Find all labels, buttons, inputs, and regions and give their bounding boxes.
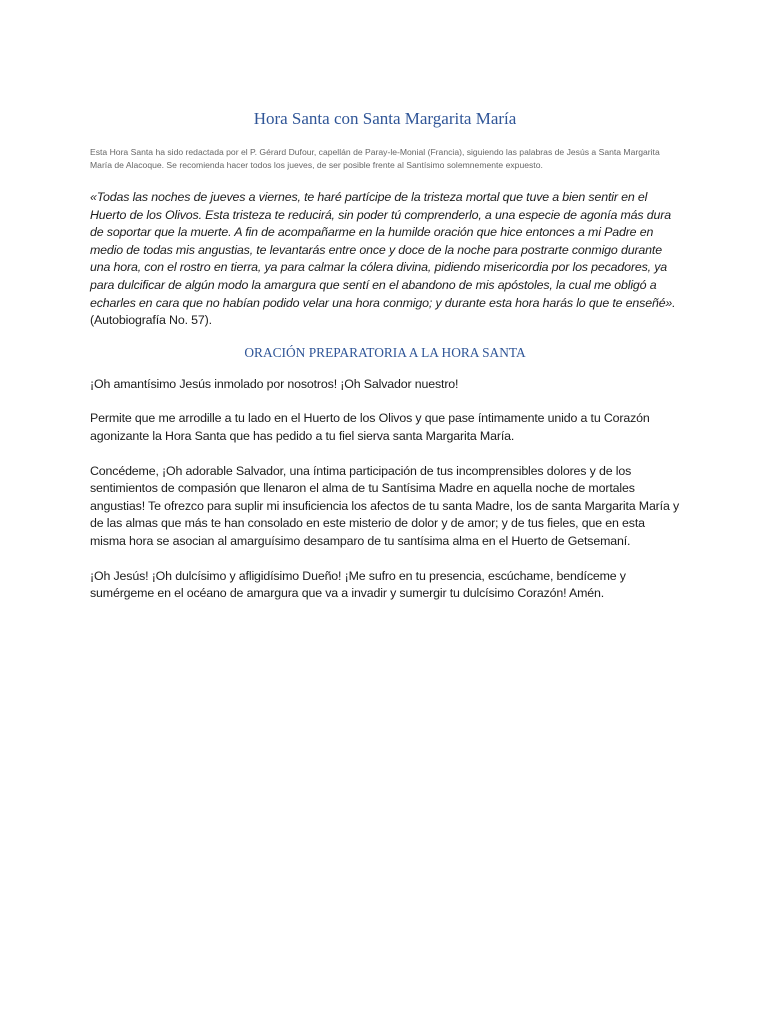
prayer-paragraph: Permite que me arrodille a tu lado en el Huerto de los Olivos y que pase íntimamente unido a tu Corazón agonizante la Hora Santa que has pedido a tu fiel sierva santa Margarita María. [90,411,650,443]
prayer-paragraph: ¡Oh Jesús! ¡Oh dulcísimo y afligidísimo Dueño! ¡Me sufro en tu presencia, escúchame, bendíceme y sumérgeme en el océano de amargura que va a invadir y sumergir tu dulcísimo Corazón! Amén. [90,568,626,601]
intro-paragraph: Esta Hora Santa ha sido redactada por el P. Gérard Dufour, capellán de Paray-le-Monial (Francia), siguiendo las palabras de Jesús a Santa Margarita María de Alacoque. Se recomienda hacer todos los jueves, de ser posible frente al Santísimo solemnemente expuesto. [90,147,660,170]
section-heading: ORACIÓN PREPARATORIA A LA HORA SANTA [244,344,526,360]
quote-paragraph [90,189,680,330]
document-title: Hora Santa con Santa Margarita María [253,109,517,128]
prayer-paragraph: Concédeme, ¡Oh adorable Salvador, una íntima participación de tus incomprensibles dolores y de los sentimientos de compasión que llenaron el alma de tu Santísima Madre en aquella noche de mortales angustias! Te ofrezco para suplir mi insuficiencia los afectos de tu santa Madre, los de santa Margarita María y de las almas que más te han consolado en este misterio de dolor y de amor; y de tus fieles, que en esta misma hora se asocian al amarguísimo desamparo de tu santísima alma en el Huerto de Getsemaní. [90,463,680,548]
document-content [90,108,680,620]
quote-source: (Autobiografía No. 57). [90,313,212,328]
prayer-paragraph: ¡Oh amantísimo Jesús inmolado por nosotros! ¡Oh Salvador nuestro! [90,376,459,391]
quote-text: «Todas las noches de jueves a viernes, te haré partícipe de la tristeza mortal que tuve a bien sentir en el Huerto de los Olivos. Esta tristeza te reducirá, sin poder tú comprenderlo, a una especie de agonía más dura de soportar que la muerte. A fin de acompañarme en la humilde oración que hice entonces a mi Padre en medio de todas mis angustias, te levantarás entre once y doce de la noche para postrarte conmigo durante una hora, con el rostro en tierra, ya para calmar la cólera divina, pidiendo misericordia por los pecadores, ya para dulcificar de algún modo la amargura que sentí en el abandono de mis apóstoles, la cual me obligó a echarles en cara que no habían podido velar una hora conmigo; y durante esta hora harás lo que te enseñé». [90,190,676,310]
